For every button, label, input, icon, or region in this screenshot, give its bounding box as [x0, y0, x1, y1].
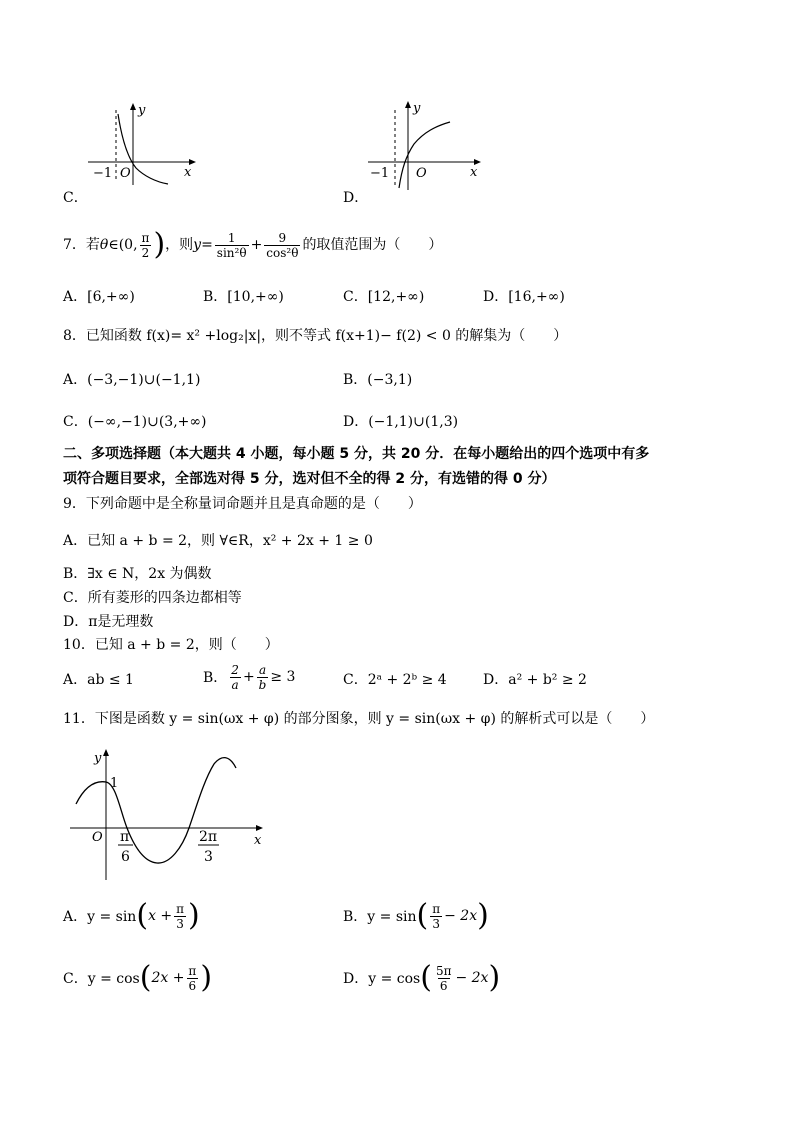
q11-option-d[interactable] [343, 958, 500, 998]
q10-b-plus: + [242, 669, 255, 685]
q10-b-frac-1 [229, 663, 241, 692]
q11-option-b[interactable] [343, 896, 489, 936]
q11-option-c[interactable] [63, 958, 212, 998]
x-label: x [184, 165, 192, 180]
q11-a-num: π [176, 901, 185, 916]
x-label: x [470, 165, 478, 180]
graph-d-label: D． [343, 190, 369, 206]
question-11: 11．下图是函数 y = sin(ωx + φ) 的部分图象，则 y = sin(ωx + φ) 的解析式可以是（ ） [63, 711, 655, 727]
neg-one-label: −1 [93, 166, 113, 181]
q11-a-den: 3 [176, 916, 184, 931]
q7-f2-den: cos²θ [266, 245, 299, 260]
q10-option-c[interactable]: C．2ᵃ + 2ᵇ ≥ 4 [343, 672, 447, 688]
q11-a-in: x + [148, 908, 173, 924]
q11-b-num: π [432, 901, 441, 916]
q7-two: 2 [141, 245, 150, 260]
q7-tail: 的取值范围为（ ） [302, 237, 443, 253]
q11-c-rparen: ) [200, 960, 213, 995]
q7-option-c[interactable]: C．[12,+∞) [343, 289, 425, 305]
q11-a-frac [174, 902, 186, 931]
q11-c-lparen: ( [139, 960, 152, 995]
q11-c-in: 2x + [151, 970, 185, 986]
question-8: 8．已知函数 f(x)= x² +log₂|x|，则不等式 f(x+1)− f(2) < 0 的解集为（ ） [63, 328, 568, 344]
q11-b-pre: B．y = sin [343, 909, 417, 925]
one-label: 1 [110, 776, 119, 791]
graph-d-svg [368, 98, 488, 190]
graph-c [88, 100, 203, 185]
y-label: y [94, 751, 102, 766]
q11-d-frac [434, 964, 454, 993]
q7-pi-over-2 [140, 231, 152, 260]
six-label: 6 [121, 849, 130, 865]
question-10: 10．已知 a + b = 2，则（ ） [63, 637, 279, 653]
q7-pi: π [141, 230, 150, 245]
q11-graph [64, 742, 274, 882]
q10-b-f2-den: b [258, 677, 267, 692]
y-label: y [413, 101, 421, 116]
q11-b-frac [430, 902, 442, 931]
q11-c-den: 6 [188, 978, 197, 993]
q9-option-a[interactable]: A．已知 a + b = 2，则 ∀∈R，x² + 2x + 1 ≥ 0 [63, 533, 373, 549]
q7-plus: + [250, 237, 263, 253]
sine-curve [76, 758, 236, 863]
q8-option-b[interactable]: B．(−3,1) [343, 372, 413, 388]
q10-b-f1-den: a [231, 677, 239, 692]
q11-b-lparen: ( [416, 898, 429, 933]
q10-option-d[interactable]: D．a² + b² ≥ 2 [483, 672, 587, 688]
q11-c-num: π [188, 963, 197, 978]
x-axis-arrow [256, 825, 263, 831]
q10-b-f2-num: a [258, 662, 267, 677]
section-2-heading-line-1: 二、多项选择题（本大题共 4 小题，每小题 5 分，共 20 分．在每小题给出的四个选项中有多 [63, 446, 650, 462]
q7-cond: θ∈ [99, 237, 119, 253]
graph-c-label: C． [63, 190, 88, 206]
q8-option-c[interactable]: C．(−∞,−1)∪(3,+∞) [63, 414, 207, 430]
graph-d [368, 98, 488, 190]
q11-a-pre: A．y = sin [63, 909, 137, 925]
neg-one-label: −1 [370, 166, 390, 181]
three-label: 3 [204, 849, 213, 865]
q7-number: 7．若 [63, 237, 100, 253]
q10-b-frac-2 [257, 663, 269, 692]
q10-b-pre: B． [203, 670, 228, 686]
question-9: 9．下列命题中是全称量词命题并且是真命题的是（ ） [63, 496, 422, 512]
q7-close-paren: ) [153, 227, 166, 262]
y-axis-arrow [405, 101, 411, 108]
q8-option-d[interactable]: D．(−1,1)∪(1,3) [343, 414, 459, 430]
origin-label: O [120, 166, 131, 181]
q7-f1-num: 1 [227, 230, 236, 245]
q7-f1-den: sin²θ [216, 245, 247, 260]
q11-d-rparen: ) [488, 960, 501, 995]
q11-d-den: 6 [439, 978, 448, 993]
graph-c-svg [88, 100, 203, 185]
q7-option-d[interactable]: D．[16,+∞) [483, 289, 565, 305]
q11-c-frac [186, 964, 198, 993]
q7-f2-num: 9 [278, 230, 287, 245]
q11-graph-svg [64, 742, 274, 882]
q11-b-in: − 2x [444, 908, 478, 924]
origin-label: O [416, 166, 427, 181]
q9-option-c[interactable]: C．所有菱形的四条边都相等 [63, 590, 242, 606]
q10-option-b[interactable] [203, 660, 295, 694]
q11-d-lparen: ( [420, 960, 432, 995]
two-pi-label: 2π [199, 829, 218, 845]
q9-option-b[interactable]: B．∃x ∈ N，2x 为偶数 [63, 566, 212, 582]
q8-option-a[interactable]: A．(−3,−1)∪(−1,1) [63, 372, 201, 388]
q7-option-b[interactable]: B．[10,+∞) [203, 289, 284, 305]
y-axis-arrow [130, 103, 136, 110]
origin-label: O [92, 830, 103, 845]
q7-option-a[interactable]: A．[6,+∞) [63, 289, 135, 305]
q11-d-pre: D．y = cos [343, 971, 421, 987]
q10-option-a[interactable]: A．ab ≤ 1 [63, 672, 134, 688]
pi-label: π [120, 829, 130, 845]
q10-b-f1-num: 2 [231, 662, 239, 677]
q11-a-rparen: ) [188, 898, 200, 933]
section-2-heading-line-2: 项符合题目要求，全部选对得 5 分，选对但不全的得 2 分，有选错的得 0 分） [63, 471, 556, 487]
q10-b-tail: ≥ 3 [270, 669, 296, 685]
question-7 [63, 228, 442, 262]
q7-frac-1 [215, 231, 249, 260]
q7-interval: (0, [118, 237, 138, 253]
q11-c-pre: C．y = cos [63, 971, 140, 987]
q7-frac-2 [264, 231, 300, 260]
q11-b-den: 3 [432, 916, 440, 931]
q11-b-rparen: ) [477, 898, 489, 933]
y-label: y [138, 103, 146, 118]
y-axis-arrow [103, 749, 109, 756]
q11-option-a[interactable] [63, 896, 200, 936]
q7-mid: ，则 [165, 237, 194, 253]
q7-y: y= [193, 237, 213, 253]
x-label: x [254, 833, 262, 848]
q11-d-num: 5π [435, 963, 452, 978]
q11-a-lparen: ( [136, 898, 149, 933]
q9-option-d[interactable]: D．π是无理数 [63, 614, 154, 630]
q11-d-in: − 2x [455, 970, 489, 986]
